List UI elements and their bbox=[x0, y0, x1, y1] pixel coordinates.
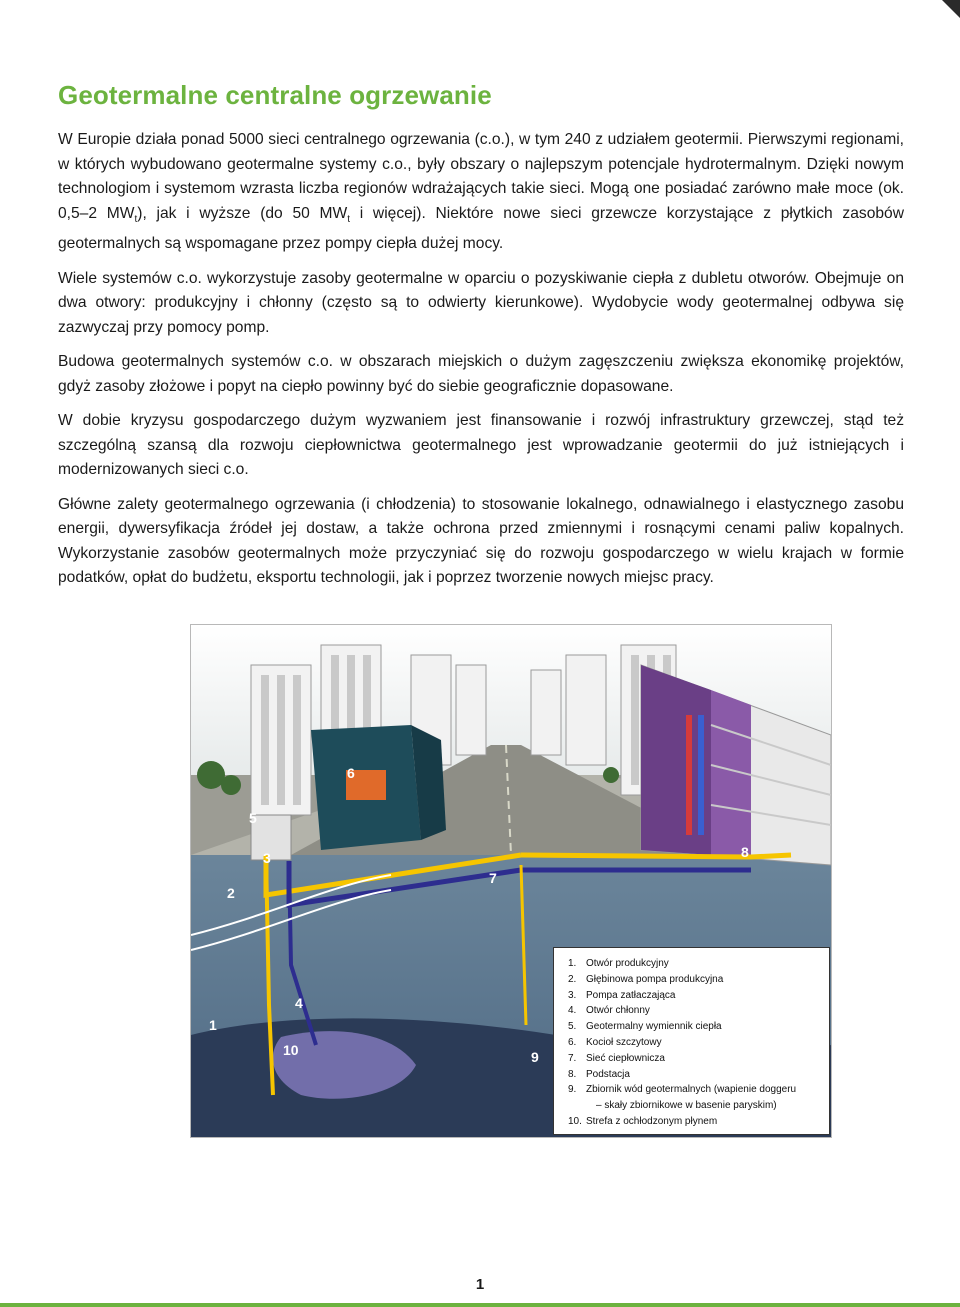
marker-7: 7 bbox=[489, 870, 497, 886]
marker-10: 10 bbox=[283, 1042, 299, 1058]
legend-item-text: Otwór chłonny bbox=[586, 1005, 650, 1017]
page-number: 1 bbox=[475, 1276, 485, 1293]
legend-item bbox=[568, 972, 823, 988]
legend-item-text: Pompa zatłaczająca bbox=[586, 989, 676, 1001]
legend-item-text: Otwór produkcyjny bbox=[586, 958, 669, 969]
legend-item bbox=[568, 1082, 823, 1114]
legend-item-number: 4. bbox=[568, 1005, 577, 1017]
legend-item bbox=[568, 1003, 823, 1019]
legend-item-number: 3. bbox=[568, 989, 577, 1001]
legend-item-continuation: – skały zbiornikowe w basenie paryskim) bbox=[596, 1100, 777, 1112]
legend-item-number: 7. bbox=[568, 1052, 577, 1064]
marker-5: 5 bbox=[249, 810, 257, 826]
geothermal-system-diagram bbox=[190, 624, 832, 1138]
legend-item-text: Podstacja bbox=[586, 1068, 630, 1080]
marker-1: 1 bbox=[209, 1017, 217, 1033]
subscript-t: t bbox=[347, 213, 351, 225]
legend-item-number: 6. bbox=[568, 1036, 577, 1048]
legend-list bbox=[568, 956, 823, 1130]
diagram-legend bbox=[553, 947, 830, 1135]
marker-6: 6 bbox=[347, 765, 355, 781]
legend-item-number: 2. bbox=[568, 973, 577, 985]
legend-item-text: Głębinowa pompa produkcyjna bbox=[586, 973, 724, 985]
legend-item-number: 8. bbox=[568, 1068, 577, 1080]
paragraph-intro-part-a: W Europie działa ponad 5000 sieci centralnego ogrzewania (c.o.), w tym 240 z udziałem geotermii. Pierwszymi regionami, w których wybudowano geotermalne systemy c.o., były obszary o najlepszym potencjale hydrotermalnym. Dzięki nowym technologiom i systemom wzrasta liczba regionów wdrażających takie sieci. Mogą one posiadać zarówno małe moce (ok. 0,5–2 MW bbox=[58, 131, 904, 222]
paragraph-intro bbox=[58, 128, 904, 257]
page-title: Geotermalne centralne ogrzewanie bbox=[58, 80, 492, 110]
legend-item bbox=[568, 1114, 823, 1130]
legend-item bbox=[568, 1051, 823, 1067]
legend-item-number: 5. bbox=[568, 1021, 577, 1033]
marker-2: 2 bbox=[227, 885, 235, 901]
bottom-accent-bar bbox=[0, 1303, 960, 1307]
paragraph-intro-part-c: i więcej). Niektóre nowe sieci grzewcze korzystające z płytkich zasobów geotermalnych są wspomagane przez pompy ciepła dużej mocy. bbox=[58, 204, 904, 253]
legend-item-text: Sieć ciepłownicza bbox=[586, 1052, 665, 1064]
legend-item-number: 9. bbox=[568, 1084, 577, 1096]
corner-mark bbox=[942, 0, 960, 18]
legend-item-text: Strefa z ochłodzonym płynem bbox=[586, 1115, 718, 1127]
paragraph-crisis: W dobie kryzysu gospodarczego dużym wyzwaniem jest finansowanie i rozwój infrastruktury grzewczej, stąd też szczególną szansą dla rozwoju ciepłownictwa geotermalnego jest wprowadzanie geotermii do już istniejących i modernizowanych sieci c.o. bbox=[58, 412, 904, 479]
marker-9: 9 bbox=[531, 1049, 539, 1065]
legend-item bbox=[568, 1067, 823, 1083]
legend-item-text: Zbiornik wód geotermalnych (wapienie doggeru bbox=[586, 1084, 797, 1096]
marker-4: 4 bbox=[295, 995, 303, 1011]
legend-item-text: Kocioł szczytowy bbox=[586, 1036, 662, 1048]
legend-item-number: 10. bbox=[568, 1115, 582, 1127]
marker-8: 8 bbox=[741, 844, 749, 860]
subscript-t: t bbox=[134, 213, 138, 225]
legend-item-number: 1. bbox=[568, 958, 577, 969]
paragraph-advantages: Główne zalety geotermalnego ogrzewania (i chłodzenia) to stosowanie lokalnego, odnawialnego i elastycznego zasobu energii, dywersyfikacja źródeł jej dostaw, a także ochrona przed zmiennymi i rosnącymi cenami paliw kopalnych. Wykorzystanie zasobów geotermalnych może przyczyniać się do rozwoju gospodarczego w wielu krajach w formie podatków, opłat do budżetu, eksportu technologii, jak i poprzez tworzenie nowych miejsc pracy. bbox=[58, 495, 904, 587]
body-text bbox=[58, 128, 904, 601]
legend-item-text: Geotermalny wymiennik ciepła bbox=[586, 1021, 722, 1033]
legend-item bbox=[568, 1019, 823, 1035]
legend-item bbox=[568, 988, 823, 1004]
marker-3: 3 bbox=[263, 850, 271, 866]
paragraph-doublet: Wiele systemów c.o. wykorzystuje zasoby geotermalne w oparciu o pozyskiwanie ciepła z dubletu otworów. Obejmuje on dwa otwory: produkcyjny i chłonny (często są to odwierty kierunkowe). Wydobycie wody geotermalnej odbywa się zazwyczaj przy pomocy pomp. bbox=[58, 269, 904, 336]
paragraph-urban: Budowa geotermalnych systemów c.o. w obszarach miejskich o dużym zagęszczeniu zwiększa ekonomikę projektów, gdyż zasoby złożowe i popyt na ciepło powinny być do siebie geograficznie dopasowane. bbox=[58, 353, 904, 395]
paragraph-intro-part-b: ), jak i wyższe (do 50 MW bbox=[137, 204, 348, 222]
legend-item bbox=[568, 956, 823, 972]
legend-item bbox=[568, 1035, 823, 1051]
